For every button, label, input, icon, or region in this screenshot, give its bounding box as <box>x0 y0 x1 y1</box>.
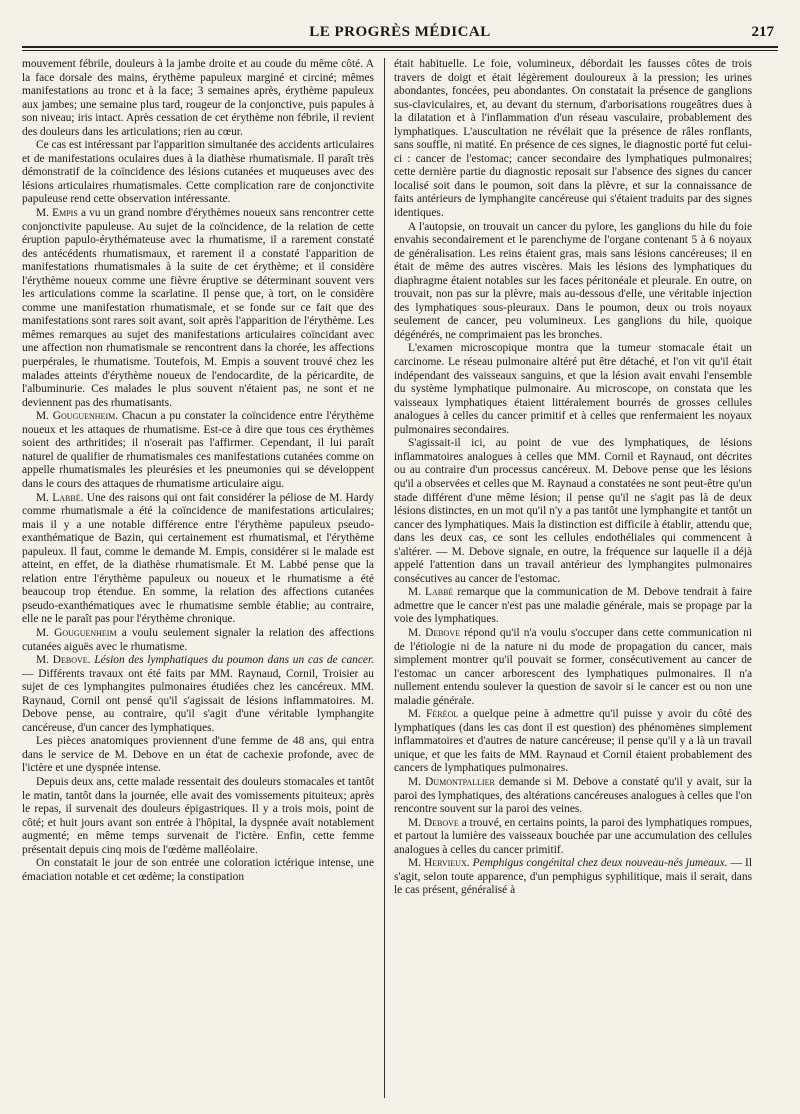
page-number: 217 <box>751 24 774 40</box>
paragraph-text: — Différents travaux ont été faits par MM. Raynaud, Cornil, Troisier au sujet de ces lymphangites pulmonaires étudiées chez les cancéreux. MM. Raynaud, Cornil ont pensé qu'il s'agissait de lésions inflammatoires. M. Debove pense, au contraire, qu'il s'agit d'une véritable lymphangite cancéreuse, d'un cancer des lymphatiques. <box>22 667 374 734</box>
paragraph <box>22 627 374 654</box>
paragraph <box>22 207 374 410</box>
paragraph <box>22 492 374 627</box>
paragraph <box>22 139 374 207</box>
communication-title: Pemphigus congénital chez deux nouveau-nés jumeaux. <box>472 857 728 870</box>
paragraph <box>394 221 752 343</box>
speaker-name: M. Féréol <box>408 708 459 721</box>
paragraph-text: a quelque peine à admettre qu'il puisse y avoir du côté des lymphatiques (dans les cas dont il est question) des phénomènes simplement inflammatoires et d'autres de nature cancéreuse; il pense qu'il y a là un travail unique, et que les faits de MM. Raynaud et Cornil étaient probablement des cancers de lymphatiques pulmonaires. <box>394 708 752 775</box>
paragraph-text: Ce cas est intéressant par l'apparition simultanée des accidents articulaires et de manifestations oculaires dues à la diathèse rhumatismale. Il paraît très démonstratif de la coïncidence des lésions cutanées et muqueuses avec des lésions articulaires rhumatismales. Cette complication rare de conjonctivite papuleuse rend cette observation intéressante. <box>22 139 374 206</box>
paragraph <box>394 586 752 627</box>
speaker-name: M. Hervieux. <box>408 857 470 870</box>
paragraph-text: demande si M. Debove a constaté qu'il y avait, sur la paroi des lymphatiques, des altérations cancéreuses analogues à celles que l'on rencontre souvent sur la paroi des veines. <box>394 775 752 816</box>
speaker-name: M. Empis <box>36 207 78 220</box>
left-column <box>22 58 374 1100</box>
page-header <box>22 24 778 46</box>
paragraph <box>394 776 752 817</box>
paragraph <box>22 735 374 776</box>
paragraph <box>22 654 374 735</box>
speaker-name: M. Labbé <box>408 586 454 599</box>
header-rule-thick <box>22 46 778 48</box>
paragraph-text: a voulu seulement signaler la relation des affections cutanées aiguës avec le rhumatisme. <box>22 626 374 653</box>
speaker-name: M. Gouguenheim <box>36 626 117 639</box>
speaker-name: M. Debove <box>408 626 460 639</box>
paragraph <box>22 857 374 884</box>
right-column <box>394 58 752 1100</box>
paragraph <box>394 708 752 776</box>
paragraph-text: a trouvé, en certains points, la paroi des lymphatiques rompues, et partout la lumière des vaisseaux bouchée par une accumulation des cellules analogues à celles du cancer primitif. <box>394 816 752 856</box>
paragraph-text: a vu un grand nombre d'érythèmes noueux sans rencontrer cette conjonctivite papuleuse. Au sujet de la coïncidence, de la relation de cette éruption papulo-érythémateuse avec la rhumatisme, il a rarement constaté des antécédents rhumatismaux, et rarement il a constaté l'apparition de manifestations rhumatismales à la suite de cet érythème; et il considère l'érythème noueux comme une fièvre éruptive se déterminant souvent vers les articulations comme la scarlatine. Il pense que, à tort, on le considère comme une manifestation rhumatismale, et se fonde sur ce fait que des manifestations sont rares soit avant, soit après l'apparition de l'érythème. Les mêmes remarques au sujet des manifestations articulaires coïncidant avec une affection non rhumatismale se rencontrent dans la chorée, les affections puerpérales, le rhumatisme. Toutefois, M. Empis a souvent trouvé chez les malades atteints d'érythème noueux de l'endocardite, de la péricardite, de l'albuminurie. Ces malades le plus souvent n'étaient pas, ne sont et ne deviennent pas des rhumatisants. <box>22 207 374 409</box>
paragraph-text: mouvement fébrile, douleurs à la jambe droite et au coude du même côté. A la face dorsale des mains, érythème papuleux marginé et circiné; mêmes manifestations au tronc et à la face; 3 semaines après, érythème papuleux aux jambes; une semaine plus tard, rougeur de la conjonctive, puis papules à son niveau; iris intact. Après cessation de cet érythème non fébrile, il revient des douleurs dans les articulations; rien au cœur. <box>22 58 374 138</box>
paragraph-text: était habituelle. Le foie, volumineux, débordait les fausses côtes de trois travers de doigt et était légèrement douloureux à la pression; les urines abondantes, foncées, peu abondantes. On constatait la présence de ganglions sus-claviculaires, et, au devant du sternum, d'arborisations rougeâtres dues à la dilatation et à l'inflammation d'un réseau vasculaire, probablement des lymphatiques. L'auscultation ne révélait que la présence de râles ronflants, sans souffle, ni matité. En présence de ces signes, le diagnostic porté fut celui-ci : cancer de l'estomac; cancer secondaire des lymphatiques pulmonaires; cette dernière partie du diagnostic reposait sur l'absence des signes du cancer localisé soit dans le poumon, soit dans la plèvre, et sur la connaissance de faits antérieurs de lymphangite cancéreuse qui s'étaient traduits par des signes identiques. <box>394 58 752 220</box>
speaker-name: M. Debove <box>408 816 459 829</box>
paragraph-text: On constatait le jour de son entrée une coloration ictérique intense, une émaciation notable et cet œdème; la constipation <box>22 857 374 883</box>
column-divider <box>384 58 385 1098</box>
speaker-name: M. Debove. <box>36 654 91 667</box>
paragraph-text: Une des raisons qui ont fait considérer la péliose de M. Hardy comme rhumatismale a été la coïncidence de manifestations articulaires; mais il y a une notable différence entre l'érythème papuleux pseudo-exanthématique de Bazin, qui certainement est rhumatismal, et l'érythème papuleux. Il faut, comme le demande M. Empis, considérer si le malade est atteint, en effet, de la diathèse rhumatismale. Et M. Labbé pense que la relation entre l'érythème papuleux ou noueux et le rhumatisme a été beaucoup trop étendue. En somme, la relation des affections cutanées pseudo-exanthématiques avec le rhumatisme semble établie; au contraire, elle ne le paraît pas pour l'érythème chronique. <box>22 491 374 626</box>
communication-title: Lésion des lymphatiques du poumon dans un cas de cancer. <box>94 654 374 667</box>
paragraph <box>394 857 752 898</box>
paragraph-text: Depuis deux ans, cette malade ressentait des douleurs stomacales et tantôt le matin, tantôt dans la journée, elle avait des vomissements pituiteux; après le repas, il survenait des douleurs épigastriques. Il y a trois mois, point de côté; et huit jours avant son entrée à l'hôpital, la dyspnée avait notablement augmenté; en même temps survenait de l'ictère. Enfin, cette femme présentait depuis cinq mois de l'œdème malléolaire. <box>22 775 374 856</box>
paragraph-text: Chacun a pu constater la coïncidence entre l'érythème noueux et les attaques de rhumatisme. Est-ce à dire que tous ces érythèmes soient des arthritides; il n'oserait pas l'affirmer. Cependant, il lui paraît naturel de qualifier de rhumatismales ces manifestations cutanées comme on appelle rhumatismales les pleurésies et les pneumonies qui se développent dans le cours des attaques de rhumatisme articulaire aigu. <box>22 410 374 490</box>
paragraph <box>22 410 374 491</box>
paragraph <box>394 58 752 221</box>
paragraph <box>394 817 752 858</box>
speaker-name: M. Dumontpallier <box>408 775 495 788</box>
paragraph-text: S'agissait-il ici, au point de vue des lymphatiques, de lésions inflammatoires analogues à celles que MM. Cornil et Raynaud, ont décrites ou au contraire d'un processus cancéreux. M. Debove pense que les lésions qu'il a observées et celles que M. Raynaud a constatées ne sont peut-être qu'un stade différent d'une même lésion; il pense qu'il ne s'agit pas là de deux lésions distinctes, en un mot qu'il n'y a pas tantôt une lymphangite et tantôt un cancer des lymphatiques. Mais la distinction est difficile à établir, attendu que, dans les deux cas, ce sont les cellules endothéliales qui commencent à s'altérer. — M. Debove signale, en outre, la fréquence sur laquelle il a déjà appelé l'attention dans un travail antérieur des lymphangites pulmonaires consécutives au cancer de l'estomac. <box>394 437 752 585</box>
paragraph <box>394 342 752 437</box>
journal-title: LE PROGRÈS MÉDICAL <box>309 24 491 40</box>
paragraph <box>394 437 752 586</box>
paragraph-text: — Il s'agit, selon toute apparence, d'un pemphigus syphilitique, mais il serait, dans le cas présent, généralisé à <box>394 857 752 897</box>
paragraph-text: Les pièces anatomiques proviennent d'une femme de 48 ans, qui entra dans le service de M. Debove en un état de cachexie profonde, avec de l'ictère et une dyspnée intense. <box>22 735 374 775</box>
paragraph <box>22 58 374 139</box>
paragraph <box>22 776 374 857</box>
speaker-name: M. Gouguenheim. <box>36 410 119 423</box>
paragraph-text: A l'autopsie, on trouvait un cancer du pylore, les ganglions du hile du foie envahis secondairement et le parenchyme de l'organe contenant 5 à 6 noyaux de généralisation. Les reins étaient gras, mais sans lésions cancéreuses; il en était de même des autres viscères. Mais les lésions des lymphatiques du diaphragme étaient notables sur les faces péritonéale et pleurale. En outre, on trouvait, non pas sur la plèvre, mais au-dessous d'elle, une véritable injection des lymphatiques sous-pleuraux. Dans le poumon, deux ou trois noyaux seulement de cancer, peu volumineux. Les ganglions du hile, quoique dégénérés, ne comprimaient pas les bronches. <box>394 220 752 341</box>
paragraph-text: L'examen microscopique montra que la tumeur stomacale était un carcinome. Le réseau pulmonaire altéré put être détaché, et l'on vit qu'il était indépendant des vaisseaux sanguins, et que la lésion avait envahi l'ensemble du système lymphatique pulmonaire. Au microscope, on constata que les vaisseaux lymphatiques étaient littéralement bourrés de grosses cellules analogues à celles du cancer primitif et à celles que renfermaient les noyaux pulmonaires secondaires. <box>394 342 752 436</box>
header-rule-thin <box>22 50 778 51</box>
paragraph-text: répond qu'il n'a voulu s'occuper dans cette communication ni de l'étiologie ni de la nature ni du mode de propagation du cancer, mais simplement montrer qu'il pouvait se former, consécutivement au cancer de l'estomac un cancer arborescent des lymphatiques pulmonaires. Il n'a nullement entendu soulever la question de savoir si le cancer est ou non une maladie générale. <box>394 626 752 707</box>
speaker-name: M. Labbé. <box>36 491 84 504</box>
paragraph <box>394 627 752 708</box>
paragraph-text: remarque que la communication de M. Debove tendrait à faire admettre que le cancer n'est pas une maladie générale, mais se propage par la voie des lymphatiques. <box>394 586 752 626</box>
